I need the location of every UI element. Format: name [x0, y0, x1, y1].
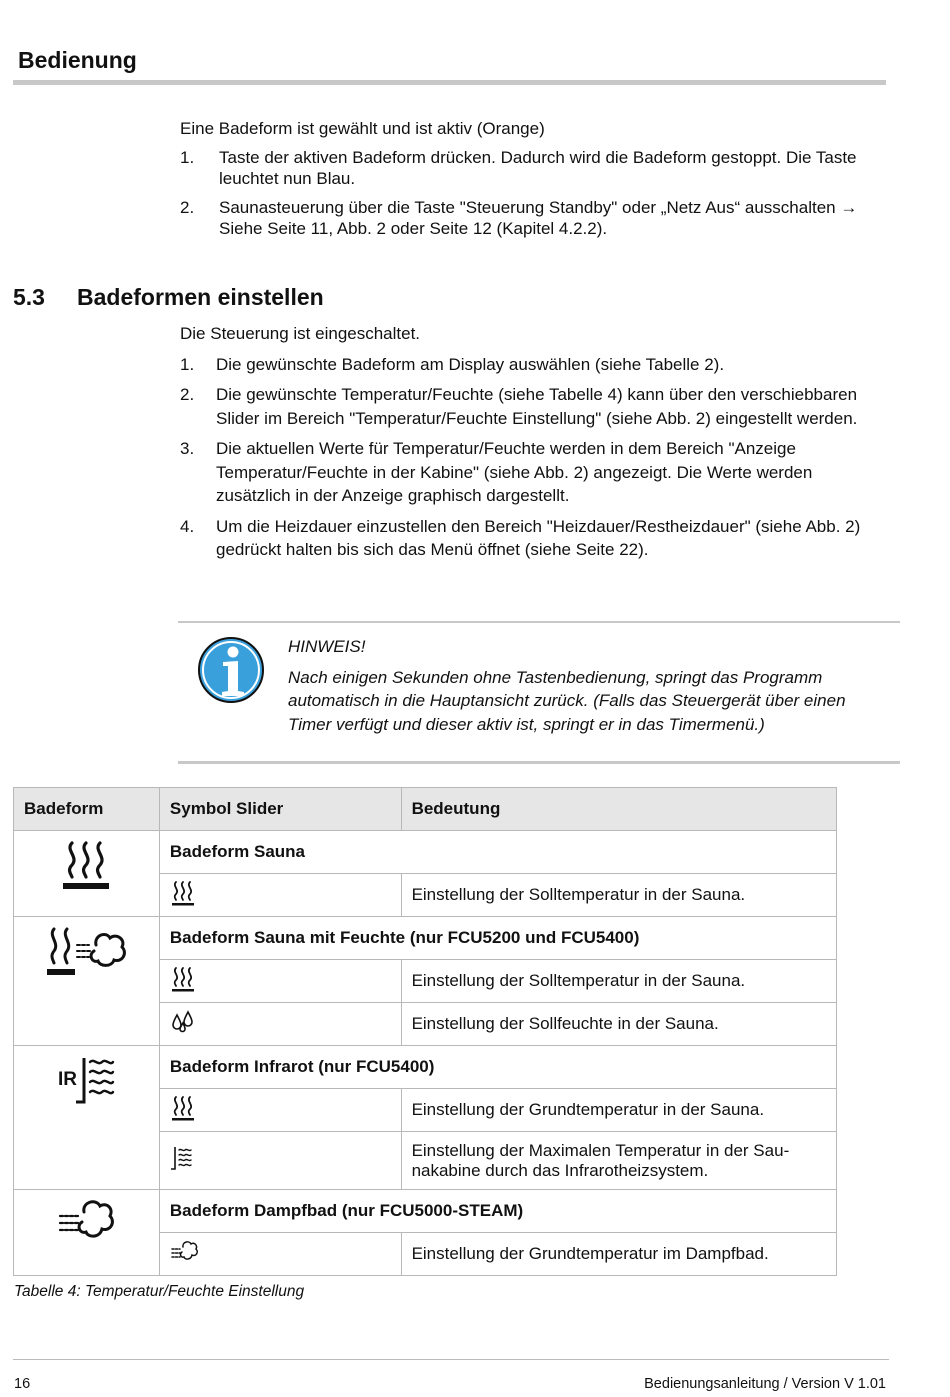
page-header-title: Bedienung: [18, 47, 137, 73]
table-cell: [159, 1003, 401, 1046]
table-cell: Einstellung der Grundtemperatur in der Sauna.: [401, 1089, 836, 1132]
list-text: Taste der aktiven Badeform drücken. Dadurch wird die Badeform gestoppt. Die Taste leuchtet nun Blau.: [219, 148, 857, 188]
list-number: 2.: [180, 385, 195, 404]
group-title: Badeform Infrarot (nur FCU5400): [159, 1046, 836, 1089]
footer-divider: [13, 1359, 889, 1360]
list-item: [180, 383, 890, 430]
section-steps: [180, 322, 890, 569]
intro-list: [180, 147, 890, 239]
table-cell: [159, 874, 401, 917]
table-cell: Einstellung der Maximalen Temperatur in der Saunakabine durch das Infrarotheizsystem.: [401, 1132, 836, 1190]
table-cell: [159, 1089, 401, 1132]
group-title: Badeform Sauna mit Feuchte (nur FCU5200 und FCU5400): [159, 917, 836, 960]
section-number: 5.3: [13, 284, 45, 310]
intro-block: [180, 118, 890, 247]
infrared-waves-icon: [170, 1144, 196, 1172]
table-row: [14, 1190, 837, 1233]
table-row: [14, 831, 837, 874]
list-text: Die gewünschte Temperatur/Feuchte (siehe Tabelle 4) kann über den verschiebbaren Slider im Bereich "Temperatur/Feuchte Einstellung" (siehe Abb. 2) eingestellt werden.: [216, 385, 858, 428]
list-text: Um die Heizdauer einzustellen den Bereich "Heizdauer/Restheizdauer" (siehe Abb. 2) gedrückt halten bis sich das Menü öffnet (siehe Seite 22).: [216, 516, 861, 559]
table-header: Bedeutung: [401, 788, 836, 831]
infrared-icon: [56, 1052, 116, 1108]
list-item: [180, 147, 890, 189]
sauna-icon: [60, 837, 112, 893]
table-caption: Tabelle 4: Temperatur/Feuchte Einstellung: [14, 1283, 305, 1300]
group-title: Badeform Sauna: [159, 831, 836, 874]
table-cell: [159, 960, 401, 1003]
heat-waves-icon: [170, 965, 196, 993]
document-version: Bedienungsanleitung / Version V 1.01: [644, 1376, 886, 1392]
list-item: [180, 437, 890, 508]
note-text: [288, 635, 893, 743]
heat-waves-icon: [170, 879, 196, 907]
section-lead: Die Steuerung ist eingeschaltet.: [180, 324, 421, 343]
table-cell: Einstellung der Sollfeuchte in der Sauna.: [401, 1003, 836, 1046]
list-item: [180, 515, 890, 562]
table-cell: [159, 1132, 401, 1190]
settings-table: [13, 787, 837, 1276]
group-title: Badeform Dampfbad (nur FCU5000-STEAM): [159, 1190, 836, 1233]
intro-lead: Eine Badeform ist gewählt und ist aktiv (Orange): [180, 119, 545, 138]
water-drops-icon: [170, 1009, 196, 1035]
list-item: [180, 197, 890, 239]
list-number: 3.: [180, 439, 195, 458]
table-cell: [14, 917, 160, 1046]
header-divider: [13, 80, 886, 85]
list-text: Saunasteuerung über die Taste "Steuerung Standby" oder „Netz Aus“ ausschalten → Siehe Seite 11, Abb. 2 oder Seite 12 (Kapitel 4.2.2).: [219, 198, 858, 238]
list-text: Die gewünschte Badeform am Display auswählen (siehe Tabelle 2).: [216, 354, 725, 374]
table-cell: [14, 1046, 160, 1190]
steps-list: [180, 353, 890, 562]
list-number: 4.: [180, 516, 195, 536]
section-heading: [13, 284, 324, 311]
table-cell: [14, 831, 160, 917]
section-title: Badeformen einstellen: [77, 284, 324, 310]
list-number: 1.: [180, 148, 195, 167]
note-box: [178, 621, 900, 764]
list-number: 1.: [180, 354, 195, 374]
sauna-steam-icon: [44, 923, 128, 979]
table-cell: Einstellung der Solltemperatur in der Sauna.: [401, 960, 836, 1003]
note-title: HINWEIS!: [288, 637, 366, 656]
table-header-row: [14, 788, 837, 831]
table-row: [14, 1046, 837, 1089]
table-header: Badeform: [14, 788, 160, 831]
table-cell: [159, 1233, 401, 1276]
page-number: 16: [14, 1376, 31, 1392]
steam-bath-icon: [56, 1196, 116, 1252]
table-cell: Einstellung der Grundtemperatur im Dampfbad.: [401, 1233, 836, 1276]
list-item: [180, 353, 890, 377]
heat-waves-icon: [170, 1094, 196, 1122]
list-number: 2.: [180, 198, 195, 217]
table-header: Symbol Slider: [159, 788, 401, 831]
table-cell: Einstellung der Solltemperatur in der Sauna.: [401, 874, 836, 917]
infrared-icon-label: IR: [58, 1069, 78, 1090]
note-body: Nach einigen Sekunden ohne Tastenbedienung, springt das Programm automatisch in die Hauptansicht zurück. (Falls das Steuergerät über einen Timer verfügt und dieser aktiv ist, springt er in das Timermenü.): [288, 667, 846, 734]
table-cell: [14, 1190, 160, 1276]
info-icon: [196, 635, 266, 705]
steam-cloud-icon: [170, 1239, 198, 1265]
list-text: Die aktuellen Werte für Temperatur/Feuchte werden in dem Bereich "Anzeige Temperatur/Feuchte in der Kabine" (siehe Abb. 2) angezeigt. Die Werte werden zusätzlich in der Anzeige graphisch dargestellt.: [216, 439, 813, 505]
table-row: [14, 917, 837, 960]
